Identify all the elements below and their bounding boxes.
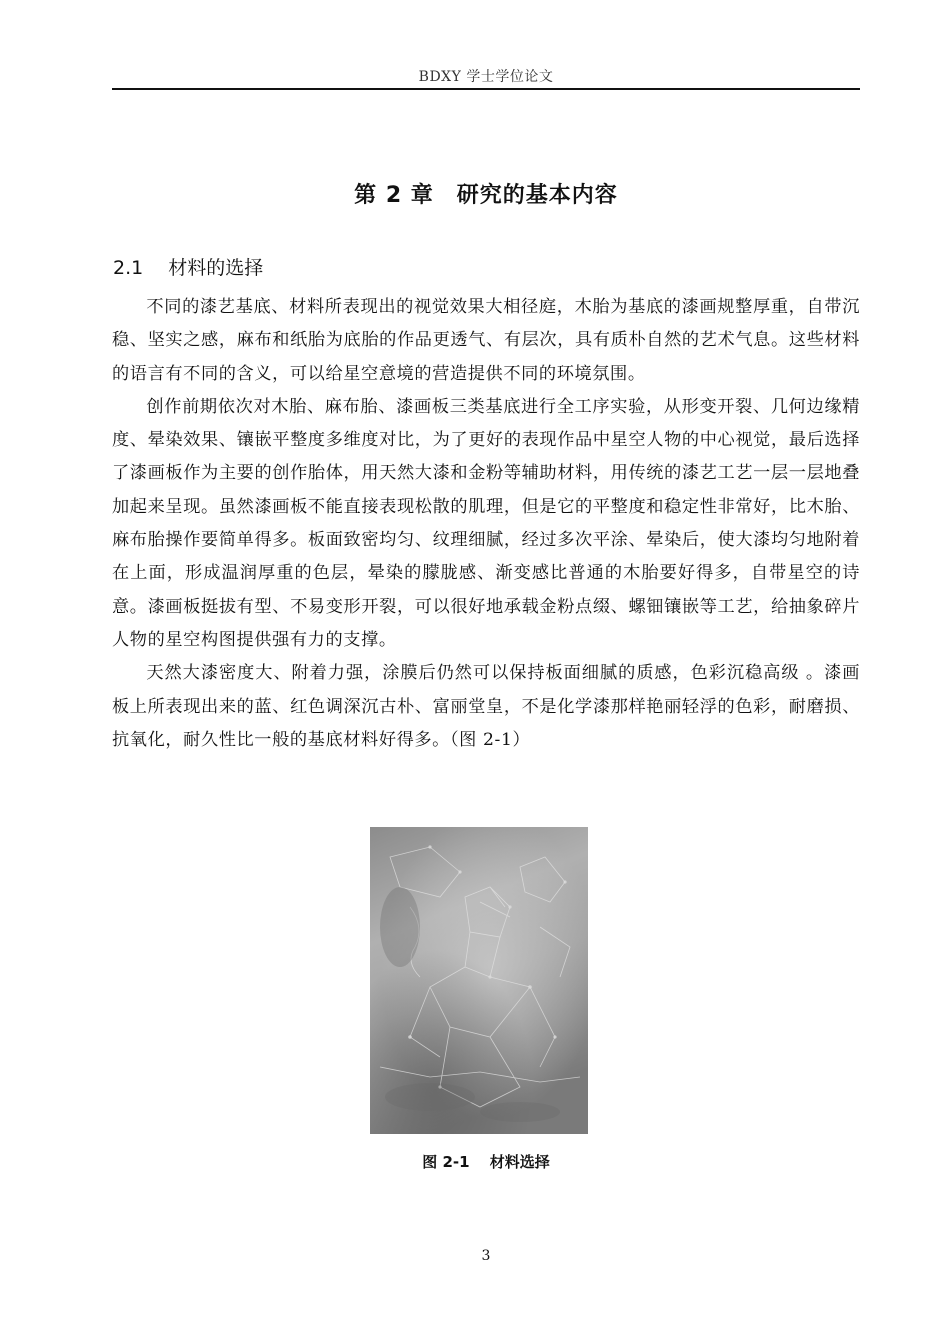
section-title: 2.1 材料的选择 [113, 257, 264, 279]
header-rule [112, 88, 860, 90]
running-header: BDXY 学士学位论文 [418, 69, 554, 85]
page-number: 3 [481, 1248, 491, 1264]
chapter-title: 第 2 章 研究的基本内容 [354, 183, 618, 208]
paragraph-2: 创作前期依次对木胎、麻布胎、漆画板三类基底进行全工序实验，从形变开裂、几何边缘精度、晕染效果、镶嵌平整度多维度对比，为了更好的表现作品中星空人物的中心视觉，最后选择了漆画板作为主要的创作胎体，用天然大漆和金粉等辅助材料，用传统的漆艺工艺一层一层地叠加起来呈现。虽然漆画板不能直接表现松散的肌理，但是它的平整度和稳定性非常好，比木胎、麻布胎操作要简单得多。板面致密均匀、纹理细腻，经过多次平涂、晕染后，使大漆均匀地附着在上面，形成温润厚重的色层，晕染的朦胧感、渐变感比普通的木胎要好得多，自带星空的诗意。漆画板挺拔有型、不易变形开裂，可以很好地承载金粉点缀、螺钿镶嵌等工艺，给抽象碎片人物的星空构图提供强有力的支撑。 [112, 396, 860, 650]
paragraph-1: 不同的漆艺基底、材料所表现出的视觉效果大相径庭，木胎为基底的漆画规整厚重，自带沉稳、坚实之感，麻布和纸胎为底胎的作品更透气、有层次，具有质朴自然的艺术气息。这些材料的语言有不同的含义，可以给星空意境的营造提供不同的环境氛围。 [112, 297, 860, 384]
body-text [112, 291, 860, 757]
figure-caption: 图 2-1 材料选择 [422, 1153, 550, 1171]
paragraph-3: 天然大漆密度大、附着力强，涂膜后仍然可以保持板面细腻的质感，色彩沉稳高级 。漆画板上所表现出来的蓝、红色调深沉古朴、富丽堂皇，不是化学漆那样艳丽轻浮的色彩，耐磨损、抗氧化，耐久性比一般的基底材料好得多。（图 2-1） [112, 663, 860, 750]
lacquer-panel-photo [370, 827, 588, 1134]
